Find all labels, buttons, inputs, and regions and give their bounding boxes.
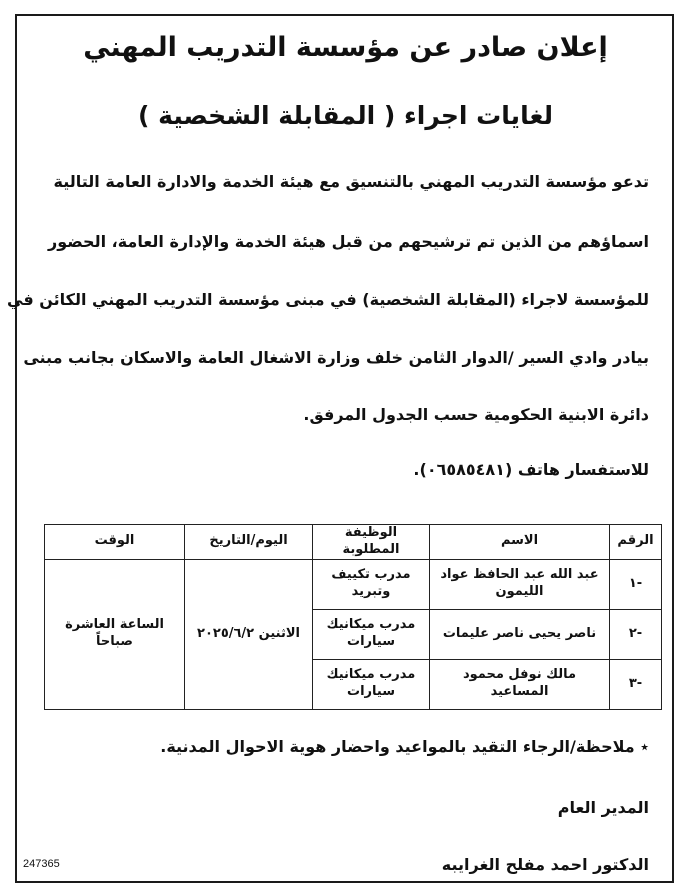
header-idx: الرقم bbox=[610, 525, 662, 560]
row-name: مالك نوفل محمود المساعيد bbox=[430, 659, 610, 709]
body-line-4: بيادر وادي السير /الدوار الثامن خلف وزارة الاشغال العامة والاسكان بجانب مبنى bbox=[23, 348, 649, 367]
header-job: الوظيفة المطلوبة bbox=[313, 525, 430, 560]
table-row bbox=[45, 559, 662, 609]
header-date: اليوم/التاريخ bbox=[185, 525, 313, 560]
body-line-3: للمؤسسة لاجراء (المقابلة الشخصية) في مبنى مؤسسة التدريب المهني الكائن في bbox=[7, 290, 649, 309]
row-index: -١ bbox=[610, 559, 662, 609]
body-line-5: دائرة الابنية الحكومية حسب الجدول المرفق. bbox=[303, 405, 649, 424]
announcement-subtitle: لغايات اجراء ( المقابلة الشخصية ) bbox=[138, 101, 553, 130]
row-job: مدرب ميكانيك سيارات bbox=[313, 609, 430, 659]
row-index: -٣ bbox=[610, 659, 662, 709]
row-index: -٢ bbox=[610, 609, 662, 659]
interview-date: الاثنين ٢٠٢٥/٦/٢ bbox=[185, 559, 313, 709]
interview-time: الساعة العاشرة صباحاً bbox=[45, 559, 185, 709]
row-job: مدرب ميكانيك سيارات bbox=[313, 659, 430, 709]
row-name: عبد الله عبد الحافظ عواد الليمون bbox=[430, 559, 610, 609]
header-time: الوقت bbox=[45, 525, 185, 560]
phone-line: للاستفسار هاتف (٠٦٥٨٥٤٨١). bbox=[413, 460, 649, 479]
announcement-title: إعلان صادر عن مؤسسة التدريب المهني bbox=[83, 32, 608, 63]
signatory-name: الدكتور احمد مفلح الغرايبه bbox=[441, 855, 649, 874]
body-line-1: تدعو مؤسسة التدريب المهني بالتنسيق مع هيئة الخدمة والادارة العامة التالية bbox=[53, 172, 649, 191]
note-line: ٭ ملاحظة/الرجاء التقيد بالمواعيد واحضار هوية الاحوال المدنية. bbox=[160, 737, 649, 756]
signatory-position: المدير العام bbox=[557, 798, 649, 817]
reference-number: 247365 bbox=[23, 858, 60, 870]
row-name: ناصر يحيى ناصر عليمات bbox=[430, 609, 610, 659]
row-job: مدرب تكييف وتبريد bbox=[313, 559, 430, 609]
header-name: الاسم bbox=[430, 525, 610, 560]
candidates-table bbox=[44, 524, 662, 710]
body-line-2: اسماؤهم من الذين تم ترشيحهم من قبل هيئة الخدمة والإدارة العامة، الحضور bbox=[48, 232, 649, 251]
table-header-row bbox=[45, 525, 662, 560]
